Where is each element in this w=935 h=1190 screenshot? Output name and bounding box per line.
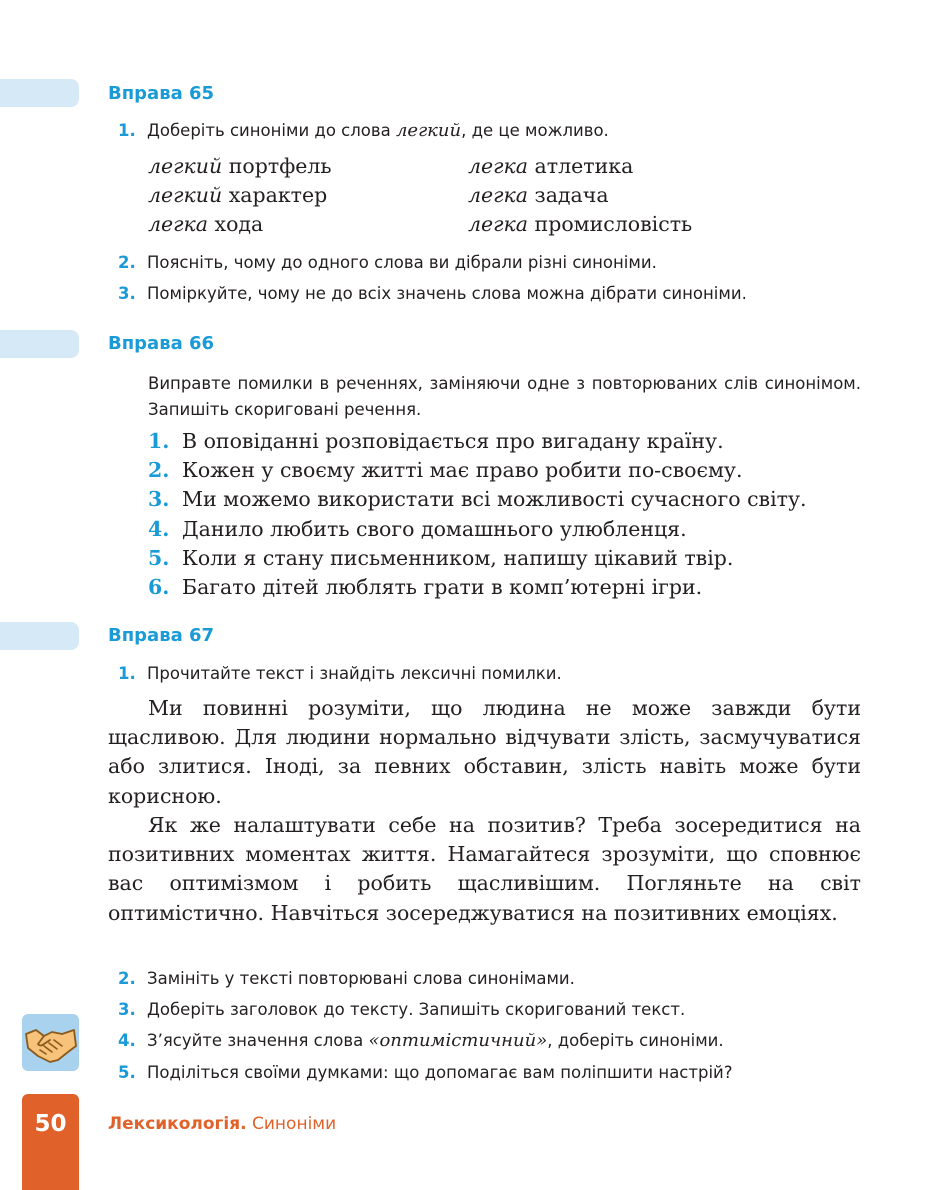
text-paragraph-1: Ми повинні розуміти, що людина не може завжди бути щасливою. Для людини нормально відчувати злість, засмучуватися або злитися. Іноді, за певних обставин, злість навіть може бути корисною. [108,696,861,808]
word-pair [468,181,788,210]
adjective: легкий [148,154,223,178]
exercise-67-tab [0,622,79,650]
word-pair-row [148,181,788,210]
sentence-item [148,544,807,573]
task-number: 3. [118,284,136,303]
page-number: 50 [34,1111,67,1137]
sentence-text: Ми можемо використати всі можливості сучасного світу. [182,487,807,512]
sentence-item [148,485,807,514]
task-number: 1. [118,121,136,140]
exercise-67-task-1 [118,663,562,685]
task-keyword: «оптимістичний» [368,1030,548,1051]
page-number-bar [22,1094,79,1190]
task-text: З’ясуйте значення слова [147,1031,369,1050]
noun: хода [208,212,264,236]
sentence-item [148,456,807,485]
exercise-65-tab [0,79,79,107]
word-pair [468,152,788,181]
task-text: , доберіть синоніми. [547,1031,724,1050]
sentence-text: Багато дітей люблять грати в комп’ютерні ігри. [182,574,703,599]
exercise-65-task-2 [118,252,657,274]
adjective: легка [148,212,209,236]
text-paragraph-2: Як же налаштувати себе на позитив? Треба зосередитися на позитивних моментах життя. Намагайтеся зрозуміти, що сповнює вас оптимізмом і робить щасливішим. Погляньте на світ оптимістично. Навчіться зосереджуватися на позитивних емоціях. [108,813,861,925]
adjective: легка [468,212,529,236]
task-number: 2. [118,969,136,988]
exercise-67-task-5 [118,1062,733,1084]
task-text: , де це можливо. [461,121,609,140]
exercise-65-task-3 [118,283,747,305]
sentence-text: В оповіданні розповідається про вигадану країну. [182,429,724,453]
sentence-item [148,515,807,544]
noun: атлетика [528,154,634,178]
task-number: 3. [118,1000,136,1019]
word-pair [148,152,468,181]
exercise-66-tab [0,330,79,358]
word-pair [148,210,468,239]
exercise-67-task-4 [118,1030,724,1052]
sentence-item [148,573,807,602]
adjective: легкий [148,183,223,207]
word-pairs [148,152,788,239]
noun: задача [528,183,609,207]
exercise-67-task-2 [118,968,575,990]
sentence-item [148,427,807,456]
sentence-number: 1. [148,429,170,453]
sentence-list [148,427,807,602]
exercise-67-task-3 [118,999,685,1021]
noun: промисловість [528,212,693,236]
footer-topic: Синоніми [252,1114,337,1134]
exercise-66-instruction: Виправте помилки в реченнях, заміняючи одне з повторюваних слів синонімом. Запишіть скориговані речення. [148,374,861,419]
sentence-number: 4. [148,516,170,541]
exercise-67-title: Вправа 67 [108,625,215,646]
word-pair [148,181,468,210]
task-text: Поміркуйте, чому не до всіх значень слова можна дібрати синоніми. [147,284,747,303]
task-text: Доберіть заголовок до тексту. Запишіть скоригований текст. [147,1000,686,1019]
sentence-number: 6. [148,574,170,599]
sentence-text: Кожен у своєму житті має право робити по-своєму. [182,458,743,483]
adjective: легка [468,154,529,178]
handshake-icon [22,1014,79,1071]
sentence-text: Данило любить свого домашнього улюбленця. [182,516,687,541]
noun: характер [222,183,328,207]
word-pair-row [148,210,788,239]
adjective: легка [468,183,529,207]
exercise-65-title: Вправа 65 [108,83,215,104]
sentence-number: 5. [148,545,170,570]
task-number: 4. [118,1031,136,1050]
task-number: 5. [118,1063,136,1082]
sentence-number: 2. [148,458,170,483]
noun: портфель [222,154,332,178]
exercise-66-title: Вправа 66 [108,333,215,354]
task-text: Поясніть, чому до одного слова ви дібрали різні синоніми. [147,253,657,272]
task-number: 2. [118,253,136,272]
sentence-number: 3. [148,487,170,512]
task-number: 1. [118,664,136,683]
footer-running-title [108,1114,336,1134]
sentence-text: Коли я стану письменником, напишу цікавий твір. [182,545,734,570]
footer-section: Лексикологія. [108,1114,247,1134]
task-text: Доберіть синоніми до слова [147,121,396,140]
task-text: Замініть у тексті повторювані слова синонімами. [147,969,575,988]
word-pair-row [148,152,788,181]
task-text: Прочитайте текст і знайдіть лексичні помилки. [147,664,562,683]
word-pair [468,210,788,239]
task-text: Поділіться своїми думками: що допомагає вам поліпшити настрій? [147,1063,733,1082]
task-keyword: легкий [395,120,462,141]
exercise-65-task-1 [118,120,609,142]
